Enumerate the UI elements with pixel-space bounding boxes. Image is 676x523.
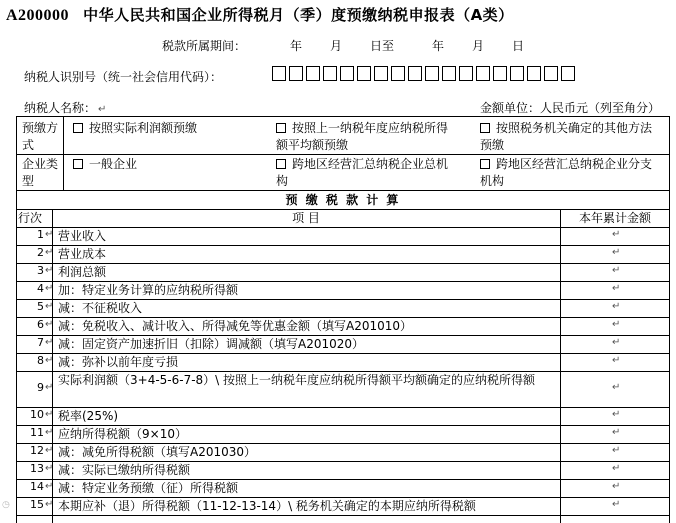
taxpayer-id-digit-box[interactable]: [459, 66, 473, 81]
period-month-2: 月: [472, 39, 485, 53]
row-number-mark: ↵: [45, 283, 54, 294]
row-item-text: 应纳所得税额（9×10）: [58, 427, 187, 441]
row-item-text: 实际利润额（3+4-5-6-7-8）\ 按照上一纳税年度应纳税所得额平均额确定的应纳税所得额: [58, 373, 536, 387]
taxpayer-id-digit-box[interactable]: [374, 66, 388, 81]
taxpayer-id-boxes[interactable]: [272, 66, 578, 81]
row-amount-cell[interactable]: ↵: [612, 427, 621, 438]
period-day-2: 日: [512, 39, 525, 53]
taxpayer-id-digit-box[interactable]: [544, 66, 558, 81]
taxpayer-id-digit-box[interactable]: [323, 66, 337, 81]
checkbox[interactable]: [480, 123, 490, 133]
row-amount-cell[interactable]: ↵: [612, 463, 621, 474]
row-number-mark: ↵: [45, 427, 54, 438]
row-amount-cell[interactable]: ↵: [612, 319, 621, 330]
taxpayer-id-digit-box[interactable]: [408, 66, 422, 81]
row-item-text: 减：固定资产加速折旧（扣除）调减额（填写A201020）: [58, 337, 365, 351]
prepay-method-label: 预缴方式: [22, 121, 59, 152]
row-number-mark: ↵: [45, 355, 54, 366]
currency-label: 金额单位：人民币元（列至角分）: [480, 101, 661, 115]
taxpayer-id-digit-box[interactable]: [527, 66, 541, 81]
taxpayer-id-digit-box[interactable]: [272, 66, 286, 81]
checkbox[interactable]: [276, 123, 286, 133]
row-item-text: 利润总额: [58, 265, 107, 279]
row-amount-cell[interactable]: ↵: [612, 445, 621, 456]
row-number: 7: [37, 336, 44, 349]
row-number-mark: ↵: [45, 481, 54, 492]
section-title: 预 缴 税 款 计 算: [285, 193, 401, 207]
row-amount-cell[interactable]: ↵: [612, 499, 621, 510]
taxpayer-id-digit-box[interactable]: [476, 66, 490, 81]
row-item-text: 减：特定业务预缴（征）所得税额: [58, 481, 239, 495]
row-item-text: 本期应补（退）所得税额（11-12-13-14）\ 税务机关确定的本期应纳所得税额: [58, 499, 476, 513]
period-year-2: 年: [432, 39, 445, 53]
period-label: 税款所属期间：: [162, 39, 247, 53]
row-amount-cell[interactable]: ↵: [612, 481, 621, 492]
row-item-text: 营业收入: [58, 229, 107, 243]
row-amount-cell[interactable]: ↵: [612, 337, 621, 348]
form-code: A200000: [6, 7, 70, 24]
row-item-text: 减：弥补以前年度亏损: [58, 355, 179, 369]
row-number: 10: [30, 408, 44, 421]
taxpayer-id-digit-box[interactable]: [561, 66, 575, 81]
taxpayer-id-digit-box[interactable]: [340, 66, 354, 81]
row-number-mark: ↵: [45, 409, 54, 420]
taxpayer-id-digit-box[interactable]: [306, 66, 320, 81]
row-number: 2: [37, 246, 44, 259]
period-year-1: 年: [290, 39, 303, 53]
row-amount-cell[interactable]: ↵: [612, 247, 621, 258]
prepay-option-average[interactable]: 按照上一纳税年度应纳税所得额平均额预缴: [276, 121, 449, 152]
row-item-text: 税率(25%): [58, 409, 119, 423]
row-item-text: 减：不征税收入: [58, 301, 143, 315]
taxpayer-id-label: 纳税人识别号（统一社会信用代码）：: [24, 70, 223, 84]
col-header-item: 项 目: [292, 211, 320, 225]
row-amount-cell[interactable]: ↵: [612, 283, 621, 294]
row-number: 5: [37, 300, 44, 313]
row-divider: [16, 515, 670, 516]
row-number: 9: [37, 381, 44, 394]
row-number: 15: [30, 498, 44, 511]
row-item-text: 减：免税收入、减计收入、所得减免等优惠金额（填写A201010）: [58, 319, 413, 333]
row-number: 11: [30, 426, 44, 439]
row-number: 8: [37, 354, 44, 367]
row-number-mark: ↵: [45, 382, 54, 393]
watermark-icon: ◷: [2, 500, 10, 510]
row-number-mark: ↵: [45, 229, 54, 240]
taxpayer-id-digit-box[interactable]: [510, 66, 524, 81]
enterprise-type-label: 企业类型: [22, 157, 59, 188]
row-number-mark: ↵: [45, 247, 54, 258]
form-title: [6, 4, 514, 25]
taxpayer-name-label: 纳税人名称： ↵: [24, 101, 107, 115]
row-item-text: 营业成本: [58, 247, 107, 261]
col-header-no: 行次: [18, 211, 43, 225]
enterprise-option-head-office[interactable]: 跨地区经营汇总纳税企业总机构: [276, 157, 449, 188]
row-number-mark: ↵: [45, 445, 54, 456]
checkbox[interactable]: [73, 123, 83, 133]
row-number: 14: [30, 480, 44, 493]
checkbox[interactable]: [73, 159, 83, 169]
row-item-text: 减：减免所得税额（填写A201030）: [58, 445, 257, 459]
row-number-mark: ↵: [45, 265, 54, 276]
checkbox[interactable]: [276, 159, 286, 169]
row-number: 1: [37, 228, 44, 241]
taxpayer-id-digit-box[interactable]: [289, 66, 303, 81]
taxpayer-id-digit-box[interactable]: [357, 66, 371, 81]
row-number: 13: [30, 462, 44, 475]
row-item-text: 减：实际已缴纳所得税额: [58, 463, 191, 477]
row-number: 12: [30, 444, 44, 457]
row-amount-cell[interactable]: ↵: [612, 301, 621, 312]
row-number: 4: [37, 282, 44, 295]
period-day-to: 日至: [370, 39, 395, 53]
row-amount-cell[interactable]: ↵: [612, 409, 621, 420]
row-number-mark: ↵: [45, 319, 54, 330]
col-header-amount: 本年累计金额: [578, 211, 651, 225]
taxpayer-id-digit-box[interactable]: [425, 66, 439, 81]
row-number-mark: ↵: [45, 337, 54, 348]
prepay-option-actual[interactable]: 按照实际利润额预缴: [73, 120, 263, 137]
checkbox[interactable]: [480, 159, 490, 169]
taxpayer-id-digit-box[interactable]: [493, 66, 507, 81]
row-number: 6: [37, 318, 44, 331]
row-number-mark: ↵: [45, 499, 54, 510]
row-amount-cell[interactable]: ↵: [612, 382, 621, 393]
form-title-text: 中华人民共和国企业所得税月（季）度预缴纳税申报表（A类）: [83, 6, 514, 24]
taxpayer-id-digit-box[interactable]: [391, 66, 405, 81]
row-number-mark: ↵: [45, 301, 54, 312]
taxpayer-id-digit-box[interactable]: [442, 66, 456, 81]
row-number-mark: ↵: [45, 463, 54, 474]
row-amount-cell[interactable]: ↵: [612, 355, 621, 366]
enterprise-option-branch[interactable]: 跨地区经营汇总纳税企业分支机构: [480, 157, 653, 188]
prepay-option-authority[interactable]: 按照税务机关确定的其他方法预缴: [480, 121, 653, 152]
row-amount-cell[interactable]: ↵: [612, 265, 621, 276]
period-month-1: 月: [330, 39, 343, 53]
row-amount-cell[interactable]: ↵: [612, 229, 621, 240]
row-number: 3: [37, 264, 44, 277]
enterprise-option-general[interactable]: 一般企业: [73, 156, 263, 173]
row-item-text: 加：特定业务计算的应纳税所得额: [58, 283, 239, 297]
